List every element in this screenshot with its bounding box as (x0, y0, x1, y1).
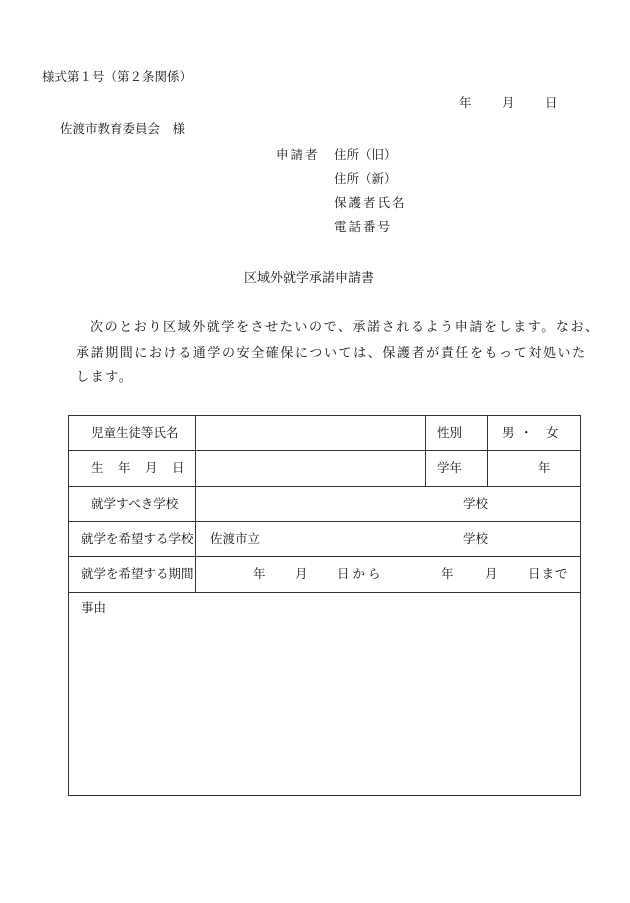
date-day-label: 日 (545, 95, 558, 110)
body-line-3: します。 (76, 370, 134, 385)
addressee: 佐渡市教育委員会 様 (60, 121, 186, 136)
birthdate-field[interactable] (199, 453, 421, 483)
birthdate-label-char: 生 (91, 460, 104, 475)
desired-school-unit: 学校 (463, 531, 489, 546)
document-title: 区域外就学承諾申請書 (244, 271, 375, 286)
reason-field[interactable] (73, 620, 576, 790)
row-divider (69, 521, 580, 522)
reason-label: 事由 (81, 600, 107, 615)
phone-label: 電話番号 (334, 219, 393, 234)
date-month-label: 月 (502, 95, 515, 110)
row-divider (69, 592, 580, 593)
body-line-1: 次のとおり区域外就学をさせたいので、承諾されるよう申請をします。なお、 (90, 320, 600, 335)
period-from-month: 月 (295, 566, 308, 581)
gender-female-option[interactable]: 女 (546, 425, 559, 440)
row-divider (69, 450, 580, 451)
birthdate-label-char: 年 (118, 460, 131, 475)
period-to-month: 月 (485, 566, 498, 581)
desired-school-prefix: 佐渡市立 (210, 531, 261, 546)
grade-unit: 年 (538, 460, 551, 475)
birthdate-label-char: 日 (172, 460, 185, 475)
column-divider (195, 416, 196, 592)
column-divider (487, 416, 488, 486)
form-number: 様式第１号（第２条関係） (42, 69, 193, 84)
period-from-year: 年 (253, 566, 266, 581)
period-to-day: 日まで (528, 566, 569, 581)
address-old-label: 住所（旧） (334, 147, 397, 162)
guardian-name-label: 保護者氏名 (334, 195, 407, 210)
row-divider (69, 556, 580, 557)
row-divider (69, 486, 580, 487)
gender-separator: ・ (520, 425, 533, 440)
applicant-label: 申請者 (276, 147, 320, 162)
period-to-year: 年 (441, 566, 454, 581)
date-year-label: 年 (459, 95, 472, 110)
assigned-school-unit: 学校 (463, 496, 489, 511)
grade-label: 学年 (437, 460, 463, 475)
address-new-label: 住所（新） (334, 171, 397, 186)
birthdate-label-char: 月 (145, 460, 158, 475)
body-line-2: 承諾期間における通学の安全確保については、保護者が責任をもって対処いた (76, 346, 587, 361)
assigned-school-label: 就学すべき学校 (91, 496, 179, 511)
gender-label: 性別 (437, 425, 463, 440)
column-divider (425, 416, 426, 486)
student-name-label: 児童生徒等氏名 (91, 425, 179, 440)
desired-school-label: 就学を希望する学校 (81, 531, 194, 546)
desired-period-label: 就学を希望する期間 (81, 566, 194, 581)
application-form-table (68, 415, 581, 796)
student-name-field[interactable] (199, 418, 421, 448)
period-from-day: 日から (337, 566, 384, 581)
gender-male-option[interactable]: 男 (502, 425, 515, 440)
